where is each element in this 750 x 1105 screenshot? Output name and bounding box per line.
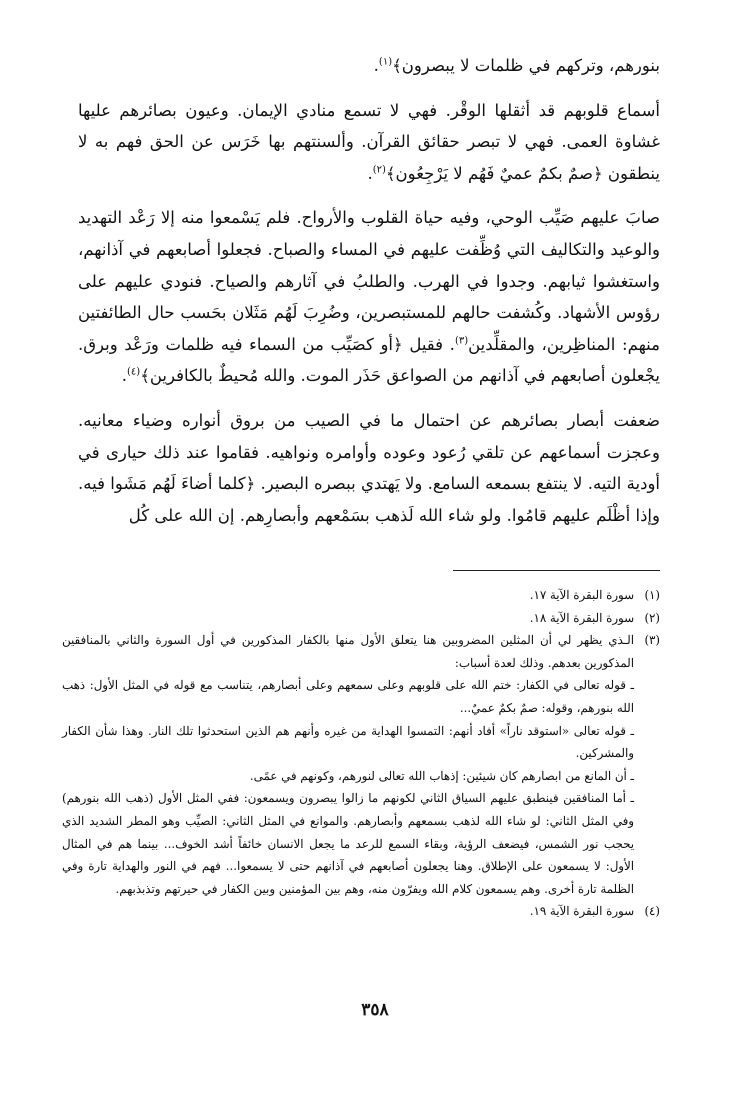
footnote-divider (453, 570, 660, 571)
footnotes (62, 584, 660, 923)
footnote-line: سورة البقرة الآية ١٨. (529, 610, 634, 625)
paragraph-2-text: أسماع قلوبهم قد أثقلها الوقْر. فهي لا تسمع منادي الإيمان. وعيون بصائرهم عليها غشاوة العمى. فهي لا تبصر حقائق القرآن. وألسنتهم بها خَرَس عن الحق فهم به لا ينطقون ﴿صمٌ بكمٌ عميٌ فَهُم لا يَرْجِعُون﴾ (78, 100, 660, 183)
footnote-1 (62, 584, 660, 607)
footnote-line: سورة البقرة الآية ١٧. (529, 588, 634, 602)
footnote-line: سورة البقرة الآية ١٩. (529, 904, 634, 919)
footnote-2 (62, 607, 660, 630)
footnote-line: ـ قوله تعالى في الكفار: ختم الله على قلوبهم وعلى سمعهم وعلى أبصارهم، يتناسب مع قوله في المثل الأول: ذهب الله بنورهم، وقوله: صمٌ بكمٌ عميٌ... (62, 678, 634, 715)
footnote-line: ـ قوله تعالى «استوقد ناراً» أفاد أنهم: التمسوا الهداية من غيره وأنهم هم الذين استحدثوا تلك النار. وهذا شأن الكفار والمشركين. (62, 723, 634, 761)
paragraph-1-text: بنورهم، وتركهم في ظلمات لا يبصرون﴾ (392, 56, 660, 75)
footnote-number: (٢) (644, 610, 660, 625)
footnote-text (62, 607, 634, 630)
footnote-ref-4: (٤) (127, 366, 141, 378)
paragraph-3-tail: . فقيل ﴿أو كصَيِّب من السماء فيه ظلمات ورَعْد وبرق. يجْعلون أصابعهم في آذانهم من الصواعق حَذَر الموت. والله مُحيطٌ بالكافرين﴾ (78, 334, 660, 386)
paragraph-3-text: صابَ عليهم صَيِّب الوحي، وفيه حياة القلوب والأرواح. فلم يَسْمعوا منه إلا رَعْد التهديد والوعيد والتكاليف التي وُظِّفت عليهم في المساء والصباح. فجعلوا أصابعهم في آذانهم، واستغشوا ثيابهم. وجدوا في الهرب. والطلبُ في آثارهم والصياح. فنودي عليهم على رؤوس الأشهاد. وكُشفت حالهم للمستبصرين، وضُرِبَ لَهُم مَثَلان بحَسب حال الطائفتين منهم: المناظِرين، والمقلِّدين (78, 208, 660, 354)
footnote-4 (62, 900, 660, 923)
paragraph-4 (78, 405, 660, 531)
paragraph-1-tail: . (373, 56, 379, 75)
paragraph-3-tail-2: . (121, 366, 128, 386)
main-text (78, 50, 660, 544)
page-number: ٣٥٨ (361, 1000, 389, 1020)
footnote-line: ـ أن المانع من ابصارهم كان شيئين: إذهاب الله تعالى لنورهم، وكونهم في عمًى. (249, 768, 634, 783)
paragraph-1 (78, 50, 660, 82)
footnote-number: (٤) (644, 904, 660, 919)
footnote-text (62, 900, 634, 923)
footnote-text (62, 584, 634, 607)
footnote-number: (١) (644, 588, 660, 602)
paragraph-3 (78, 202, 660, 392)
footnote-ref-1: (١) (378, 56, 393, 68)
footnote-ref-3: (٣) (454, 335, 469, 347)
paragraph-4-text: ضعفت أبصار بصائرهم عن احتمال ما في الصيب من بروق أنواره وضياء معانيه. وعجزت أسماعهم عن تلقي رُعود وعوده وأوامره ونواهيه. فقاموا عند ذلك حيارى في أودية التيه. لا ينتفع بسمعه السامع. ولا يَهتدي ببصره البصير. ﴿كلما أضاءَ لَهُم مَشَوا فيه. وإذا أظْلَم عليهم قامُوا. ولو شاء الله لَذهب بسَمْعهم وأبصارِهم. إن الله على كُل (78, 410, 660, 525)
footnote-line: الـذي يظهر لي أن المثلين المضروبين هنا يتعلق الأول منها بالكفار المذكورين في أول السورة والثاني بالمنافقين المذكورين بعدهم. وذلك لعدة أسباب: (62, 633, 634, 670)
footnote-text (62, 629, 634, 900)
paragraph-2-tail: . (367, 163, 373, 183)
footnote-number: (٣) (644, 633, 660, 648)
footnote-ref-2: (٢) (372, 164, 386, 176)
paragraph-2 (78, 95, 660, 190)
footnote-3 (62, 629, 660, 900)
footnote-line: ـ أما المنافقين فينطبق عليهم السياق الثاني لكونهم ما زالوا يبصرون ويسمعون: ففي المثل الأول (ذهب الله بنورهم) وفي المثل الثاني: لو شاء الله لذهب بسمعهم وأبصارهم. والموانع في المثل الثاني: الصيِّب وهو المطر الشديد الذي يحجب نور الشمس، فيضعف الرؤية، وبقاء السمع للرعد ما يجعل الانسان خائفاً أشد الخوف... بينما هم في المثال الأول: لا يسمعون على الإطلاق. وهنا يجعلون أصابعهم في آذانهم حتى لا يسمعوا... فهم في النور والهداية تارة وفي الظلمة تارة أخرى. وهم يسمعون كلام الله ويفرّون منه، وهم بين المؤمنين وبين الكفار في حيرتهم وتذبذبهم. (62, 791, 634, 896)
